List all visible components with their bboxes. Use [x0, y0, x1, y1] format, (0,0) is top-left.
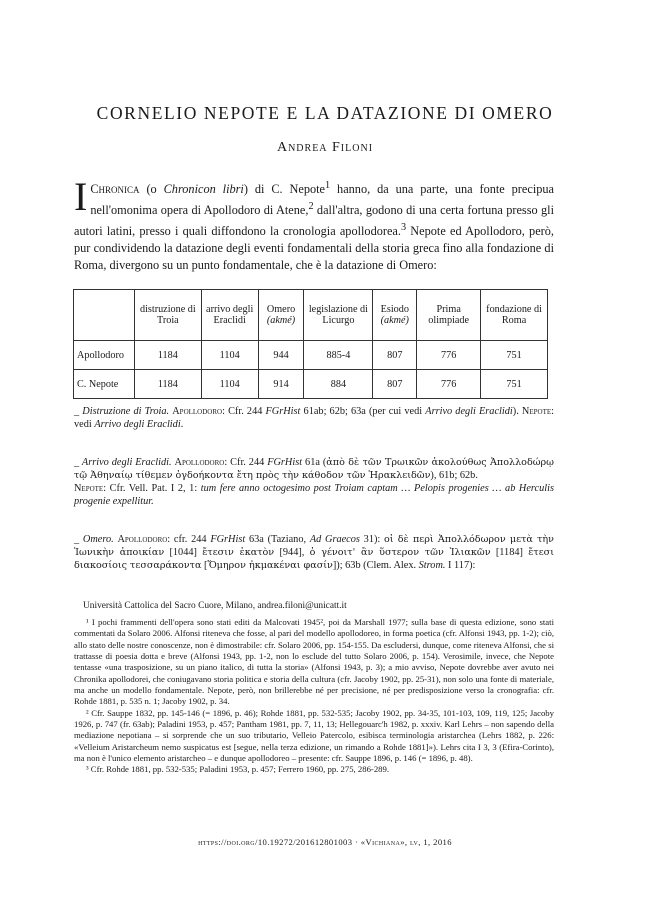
table-cell: 751 [481, 341, 548, 370]
note-omero: _ Omero. Apollodoro: cfr. 244 FGrHist 63a (Taziano, Ad Graecos 31): οἱ δὲ περὶ Ἀπολλόδωρον μετὰ τὴν Ἰωνικὴν ἀποικίαν [1044] ἔτεσιν ἑκατὸν [944], ὁ γένοιτ' ἂν ὕστερον τῶν Ἰλιακῶν [1184] ἔτεσι διακοσίοις τεσσαράκοντα [Ὅμηρον ἠκμακέναι φασίν]); 63b (Clem. Alex. Strom. I 117): [74, 534, 554, 571]
table-cell: 1104 [201, 370, 258, 399]
table-cell: 807 [373, 341, 417, 370]
note-eraclidi: _ Arrivo degli Eraclidi. Apollodoro: Cfr. 244 FGrHist 61a (ἀπὸ δὲ τῶν Τρωικῶν ἀκολούθως Ἀπολλοδώρῳ τῷ Ἀθηναίῳ τίθεμεν ὀγδοήκοντα ἔτη πρὸς τὴν κάθοδον τῶν Ἡρακλειδῶν), 61b; 62b. Nepote: Cfr. Vell. Pat. I 2, 1: tum fere anno octogesimo post Troiam captam … Pelopis progenies … ab Herculis progenie expellitur. [74, 457, 555, 507]
greek-quote: οἱ δὲ περὶ Ἀπολλόδωρον μετὰ τὴν Ἰωνικὴν ἀποικίαν [74, 534, 554, 558]
footnote-ref-3[interactable]: 3 [400, 222, 407, 234]
table-header-cell: Esiodo (akmé) [373, 290, 417, 341]
table-cell: 944 [258, 341, 304, 370]
table-cell: 776 [417, 341, 481, 370]
table-cell: 884 [304, 370, 373, 399]
table-header-cell: fondazione di Roma [481, 290, 548, 341]
table-header-cell: Prima olimpiade [417, 290, 481, 341]
table-cell: 807 [373, 370, 417, 399]
table-header-row [74, 290, 548, 341]
table-cell: 1104 [201, 341, 258, 370]
note-troia: _ Distruzione di Troia. Apollodoro: Cfr. 244 FGrHist 61ab; 62b; 63a (per cui vedi Arrivo degli Eraclidi). Nepote: vedi Arrivo degli Eraclidi. [74, 406, 554, 430]
intro-paragraph: I Chronica (o Chronicon libri) di C. Nepote$^1$ hanno, da una parte, una fonte precipua nell'omonima opera di Apollodoro di Atene,$^2$ dall'altra, godono di una certa fortuna presso gli autori latini, presso i quali diffondono la cronologia apollodorea.$^3$ Nepote ed Apollodoro, però, pur condividendo la datazione degli eventi fondamentali della storia greca fino alla fondazione di Roma, divergono su un punto fondamentale, che è la datazione di Omero: [74, 174, 554, 273]
article-title: CORNELIO NEPOTE E LA DATAZIONE DI OMERO [96, 103, 554, 123]
chronology-table [73, 289, 548, 399]
table-row [74, 370, 548, 399]
table-cell: 1184 [134, 370, 201, 399]
table-header-cell: distruzione di Troia [134, 290, 201, 341]
drop-cap: I [74, 174, 88, 219]
table-row [74, 341, 548, 370]
footnote-1: ¹ I pochi frammenti dell'opera sono stati editi da Malcovati 1945², poi da Marshall 1977; sulla base di questa edizione, sono stati commentati da Solaro 2006. Alfonsi riteneva che fosse, al pari del modello apollodoreo, in forma poetica (cfr. Alfonsi 1943, pp. 1-2); ciò, allo stato delle nostre conoscenze, non è dimostrabile: cfr. Solaro 2006, pp. 154-155. Da escludersi, dunque, come riteneva Alfonsi, che si trattasse di poesia dotta e breve (Alfonsi 1943, pp. 1-2, non lo esclude del tutto Solaro 2006, p. 154). Verosimile, invece, che Nepote tentasse «una trasposizione, su un piano italico, di tutta la storia» (Alfonsi 1943, p. 3); a mio avviso, Nepote dovrebbe aver avuto nei Chronika apollodorei, che coniugavano storia politica e storia della cultura (cfr. Jacoby 1902, pp. 25-31), non solo una fonte di materiale, ma anche un modello fondamentale. Nepote, però, non brillerebbe né per precisione, né per predisposizione verso la cronografia: cfr. Rohde 1881, p. 535 n. 1; Jacoby 1902, p. 34. [74, 617, 554, 707]
author-affiliation: Università Cattolica del Sacro Cuore, Milano, andrea.filoni@unicatt.it [83, 601, 347, 611]
table-cell: 1184 [134, 341, 201, 370]
article-author: Andrea Filoni [276, 140, 374, 155]
table-cell: 914 [258, 370, 304, 399]
table-cell: 885-4 [304, 341, 373, 370]
footnotes [74, 617, 554, 776]
greek-quote: ἀπὸ δὲ τῶν Τρωικῶν ἀκολούθως Ἀπολλοδώρῳ τῷ Ἀθηναίῳ τίθεμεν ὀγδοήκοντα ἔτη πρὸς τὴν κάθοδον τῶν Ἡρακλειδῶν [74, 457, 555, 481]
footnote-ref-2[interactable]: 2 [308, 201, 314, 213]
doi-footer[interactable]: https://doi.org/10.19272/201612801003 · «Vichiana», lv, 1, 2016 [198, 837, 452, 847]
table-corner-cell [74, 290, 135, 341]
table-row-label: Apollodoro [74, 341, 135, 370]
table-cell: 776 [417, 370, 481, 399]
table-header-cell: Omero (akmé) [258, 290, 304, 341]
footnote-ref-1[interactable]: 1 [325, 180, 331, 191]
intro-keyword: Chronica [90, 182, 140, 197]
footnote-2: ² Cfr. Sauppe 1832, pp. 145-146 (= 1896, p. 46); Rohde 1881, pp. 532-535; Jacoby 1902, pp. 34-35, 101-103, 109, 119, 125; Jacoby 1926, p. 747 (fr. 63ab); Paladini 1953, p. 457; Pantham 1981, pp. 7, 11, 13; Hellegouarc'h 1982, p. xxxiv. Karl Lehrs – non sapendo della mediazione nepotiana – si sorprende che un suo tributario, Velleio Patercolo, esibisca terminologia aristarchea (Lehrs 1882, p. 226: «Velleium Aristarcheum nemo suspicatus est [segue, nella terza edizione, un rimando a Rohde 1881]»). Lehrs cita I 3, 3 (Efira-Corinto), ma non è l'unico elemento aristarcheo – e dunque apollodoreo – presente: cfr. Sauppe 1896, p. 146 (= 1896, p. 48). [74, 707, 554, 764]
table-header-cell: arrivo degli Eraclidi [201, 290, 258, 341]
table-header-cell: legislazione di Licurgo [304, 290, 373, 341]
table-row-label: C. Nepote [74, 370, 135, 399]
table-cell: 751 [481, 370, 548, 399]
footnote-3: ³ Cfr. Rohde 1881, pp. 532-535; Paladini 1953, p. 457; Ferrero 1960, pp. 275, 286-289. [86, 764, 390, 775]
